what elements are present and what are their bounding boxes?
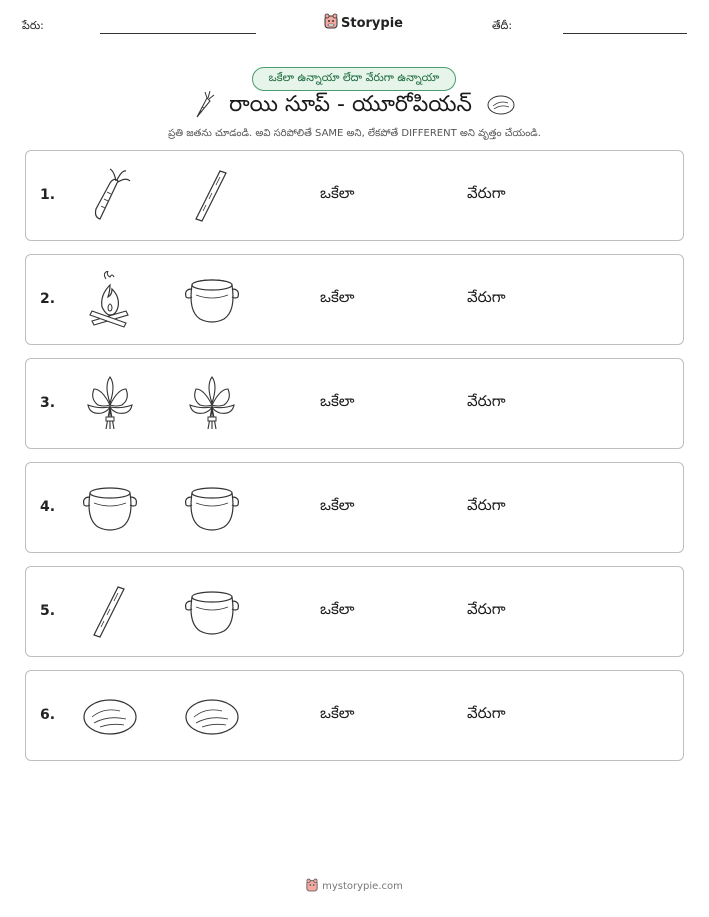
mascot-icon (306, 878, 318, 895)
same-option[interactable]: ఒకేలా (320, 704, 355, 722)
worksheet-type-badge: ఒకేలా ఉన్నాయా లేదా వేరుగా ఉన్నాయా (252, 67, 456, 91)
stone-icon (182, 687, 242, 745)
same-option[interactable]: ఒకేలా (320, 600, 355, 618)
different-option[interactable]: వేరుగా (467, 496, 506, 514)
pot-icon (80, 479, 140, 537)
different-option[interactable]: వేరుగా (467, 288, 506, 306)
different-option[interactable]: వేరుగా (467, 704, 506, 722)
herbs-icon (182, 375, 242, 433)
name-label: పేరు: (22, 19, 44, 32)
question-row (25, 670, 684, 761)
name-field-line[interactable] (100, 33, 256, 34)
question-row (25, 566, 684, 657)
pot-icon (182, 271, 242, 329)
same-option[interactable]: ఒకేలా (320, 496, 355, 514)
brand-logo (324, 13, 403, 33)
footer (0, 878, 709, 895)
mascot-icon (324, 13, 338, 33)
carrot-icon (193, 90, 215, 124)
question-row (25, 462, 684, 553)
question-row (25, 358, 684, 449)
question-row (25, 150, 684, 241)
brand-name: Storypie (341, 15, 403, 31)
different-option[interactable]: వేరుగా (467, 392, 506, 410)
pot-icon (182, 583, 242, 641)
question-number: 6. (40, 707, 56, 723)
question-number: 2. (40, 291, 56, 307)
question-number: 5. (40, 603, 56, 619)
same-option[interactable]: ఒకేలా (320, 184, 355, 202)
question-number: 3. (40, 395, 56, 411)
question-row (25, 254, 684, 345)
instructions: ప్రతి జతను చూడండి. అవి సరిపోలితే SAME అని, లేకపోతే DIFFERENT అని వృత్తం చేయండి. (168, 128, 541, 139)
same-option[interactable]: ఒకేలా (320, 392, 355, 410)
campfire-icon (80, 271, 140, 329)
different-option[interactable]: వేరుగా (467, 600, 506, 618)
title-row (0, 90, 709, 124)
date-label: తేదీ: (492, 19, 513, 32)
stone-icon (80, 687, 140, 745)
question-number: 1. (40, 187, 56, 203)
footer-site: mystorypie.com (322, 881, 403, 892)
pot-icon (182, 479, 242, 537)
same-option[interactable]: ఒకేలా (320, 288, 355, 306)
question-number: 4. (40, 499, 56, 515)
page-title: రాయి సూప్ - యూరోపియన్ (229, 92, 472, 117)
different-option[interactable]: వేరుగా (467, 184, 506, 202)
stone-icon (486, 94, 516, 120)
stick-icon (80, 583, 140, 641)
stick-icon (182, 167, 242, 225)
herbs-icon (80, 375, 140, 433)
date-field-line[interactable] (563, 33, 687, 34)
carrot-icon (80, 167, 140, 225)
